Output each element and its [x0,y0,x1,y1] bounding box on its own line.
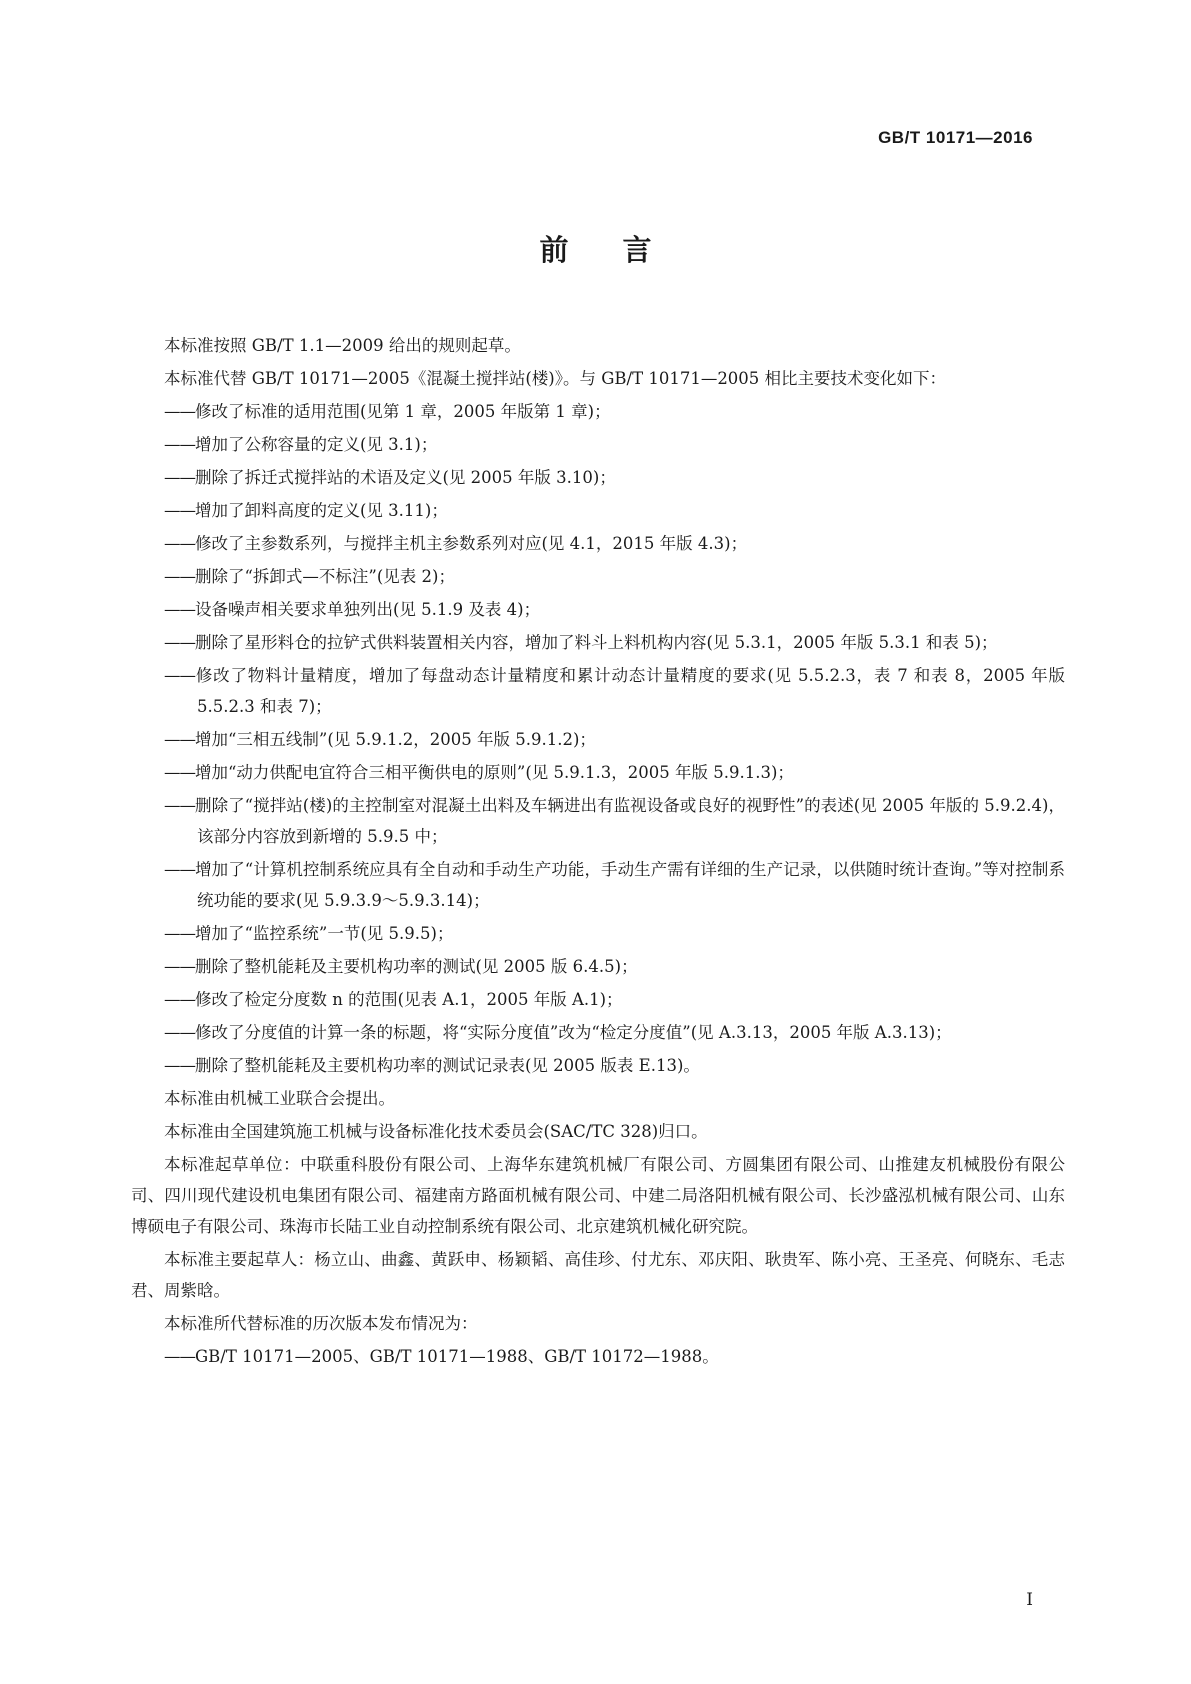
dash-mark: —— [164,600,195,619]
change-text: 修改了标准的适用范围(见第 1 章，2005 年版第 1 章)； [195,402,611,421]
history-item [131,1341,1065,1372]
change-text: 删除了“搅拌站(楼)的主控制室对混凝土出料及车辆进出有监视设备或良好的视野性”的表述(见 2005 年版的 5.9.2.4)，该部分内容放到新增的 5.9.5 中； [195,796,1065,846]
change-item [131,396,1065,427]
change-item [131,790,1065,852]
change-text: 修改了主参数系列，与搅拌主机主参数系列对应(见 4.1，2015 年版 4.3)； [195,534,748,553]
change-item [131,951,1065,982]
change-item [131,918,1065,949]
change-item [131,561,1065,592]
dash-mark: —— [164,501,195,520]
change-text: 增加了“监控系统”一节(见 5.9.5)； [195,924,454,943]
dash-mark: —— [164,957,195,976]
page-number: I [1026,1590,1033,1610]
history-text: GB/T 10171—2005、GB/T 10171—1988、GB/T 10172—1988。 [195,1347,719,1366]
change-item [131,724,1065,755]
change-text: 删除了整机能耗及主要机构功率的测试记录表(见 2005 版表 E.13)。 [195,1056,700,1075]
change-text: 修改了分度值的计算一条的标题，将“实际分度值”改为“检定分度值”(见 A.3.13，2005 年版 A.3.13)； [195,1023,952,1042]
change-item [131,1017,1065,1048]
dash-mark: —— [164,990,195,1009]
change-text: 增加“三相五线制”(见 5.9.1.2，2005 年版 5.9.1.2)； [195,730,596,749]
dash-mark: —— [164,1347,195,1366]
dash-mark: —— [164,1023,195,1042]
dash-mark: —— [164,435,195,454]
page-title: 前言 [539,233,706,267]
change-text: 删除了星形料仓的拉铲式供料装置相关内容，增加了料斗上料机构内容(见 5.3.1，2005 年版 5.3.1 和表 5)； [195,633,998,652]
paragraph: 本标准由机械工业联合会提出。 [164,1089,395,1108]
change-item [131,1050,1065,1081]
change-item [131,627,1065,658]
dash-mark: —— [164,534,195,553]
change-text: 删除了拆迁式搅拌站的术语及定义(见 2005 年版 3.10)； [195,468,616,487]
change-text: 增加“动力供配电宜符合三相平衡供电的原则”(见 5.9.1.3，2005 年版 5.9.1.3)； [195,763,794,782]
dash-mark: —— [164,730,195,749]
dash-mark: —— [164,796,195,815]
dash-mark: —— [164,402,195,421]
change-list [131,396,1065,1081]
dash-mark: —— [164,924,195,943]
paragraph: 本标准代替 GB/T 10171—2005《混凝土搅拌站(楼)》。与 GB/T 10171—2005 相比主要技术变化如下： [164,369,947,388]
change-text: 增加了卸料高度的定义(见 3.11)； [195,501,448,520]
dash-mark: —— [164,763,195,782]
paragraph: 本标准由全国建筑施工机械与设备标准化技术委员会(SAC/TC 328)归口。 [164,1122,708,1141]
change-text: 删除了整机能耗及主要机构功率的测试(见 2005 版 6.4.5)； [195,957,638,976]
paragraph: 本标准主要起草人：杨立山、曲鑫、黄跃申、杨颖韬、高佳珍、付尤东、邓庆阳、耿贵军、陈小亮、王圣亮、何晓东、毛志君、周紫晗。 [131,1250,1065,1300]
dash-mark: —— [164,633,195,652]
change-text: 修改了物料计量精度，增加了每盘动态计量精度和累计动态计量精度的要求(见 5.5.2.3，表 7 和表 8，2005 年版 5.5.2.3 和表 7)； [195,666,1065,716]
dash-mark: —— [164,860,195,879]
change-item [131,429,1065,460]
change-item [131,757,1065,788]
change-item [131,462,1065,493]
change-item [131,660,1065,722]
change-text: 设备噪声相关要求单独列出(见 5.1.9 及表 4)； [195,600,541,619]
dash-mark: —— [164,567,195,586]
dash-mark: —— [164,666,195,685]
paragraph: 本标准按照 GB/T 1.1—2009 给出的规则起草。 [164,336,521,355]
change-item [131,528,1065,559]
change-item [131,594,1065,625]
change-item [131,984,1065,1015]
standard-number: GB/T 10171—2016 [878,128,1033,147]
paragraph: 本标准起草单位：中联重科股份有限公司、上海华东建筑机械厂有限公司、方圆集团有限公司、山推建友机械股份有限公司、四川现代建设机电集团有限公司、福建南方路面机械有限公司、中建二局洛阳机械有限公司、长沙盛泓机械有限公司、山东博硕电子有限公司、珠海市长陆工业自动控制系统有限公司、北京建筑机械化研究院。 [131,1155,1065,1236]
document-body [131,330,1065,1374]
change-text: 删除了“拆卸式—不标注”(见表 2)； [195,567,455,586]
paragraph: 本标准所代替标准的历次版本发布情况为： [164,1314,478,1333]
change-text: 修改了检定分度数 n 的范围(见表 A.1，2005 年版 A.1)； [195,990,623,1009]
dash-mark: —— [164,1056,195,1075]
change-item [131,854,1065,916]
change-item [131,495,1065,526]
change-text: 增加了“计算机控制系统应具有全自动和手动生产功能，手动生产需有详细的生产记录，以供随时统计查询。”等对控制系统功能的要求(见 5.9.3.9～5.9.3.14)； [195,860,1065,910]
change-text: 增加了公称容量的定义(见 3.1)； [195,435,438,454]
dash-mark: —— [164,468,195,487]
